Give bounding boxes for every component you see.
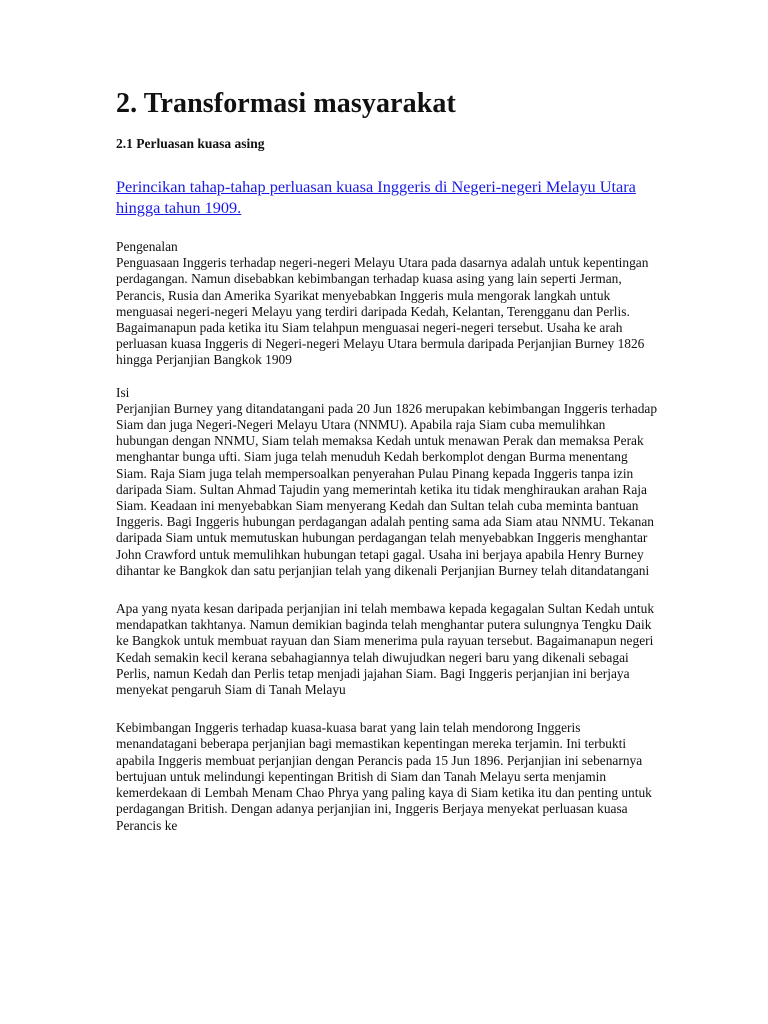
- section-subtitle: 2.1 Perluasan kuasa asing: [116, 136, 265, 151]
- document-page: [116, 84, 661, 834]
- spacer: [116, 369, 661, 385]
- page-title: 2. Transformasi masyarakat: [116, 88, 456, 119]
- spacer: [116, 698, 661, 720]
- body-paragraph-3: Kebimbangan Inggeris terhadap kuasa-kuasa barat yang lain telah mendorong Inggeris menandatagani beberapa perjanjian bagi memastikan kepentingan mereka terjamin. Ini terbukti apabila Inggeris membuat perjanjian dengan Perancis pada 15 Jun 1896. Perjanjian ini sebenarnya bertujuan untuk melindungi kepentingan British di Siam dan Tanah Melayu serta menjamin kemerdekaan di Lembah Menam Chao Phrya yang paling kaya di Siam ketika itu dan penting untuk perdagangan British. Dengan adanya perjanjian ini, Inggeris Berjaya menyekat perluasan kuasa Perancis ke: [116, 720, 652, 833]
- topic-link-heading[interactable]: Perincikan tahap-tahap perluasan kuasa Inggeris di Negeri-negeri Melayu Utara hingga tahun 1909.: [116, 177, 636, 217]
- spacer: [116, 579, 661, 601]
- body-paragraph-2: Apa yang nyata kesan daripada perjanjian ini telah membawa kepada kegagalan Sultan Kedah untuk mendapatkan takhtanya. Namun demikian baginda telah menghantar putera sulungnya Tengku Daik ke Bangkok untuk membuat rayuan dan Siam menerima pula rayuan tersebut. Bagaimanapun negeri Kedah semakin kecil kerana sebahagiannya telah diwujudkan negeri baru yang dikenali sebagai Perlis, namun Kedah dan Perlis tetap menjadi jajahan Siam. Bagi Inggeris perjanjian ini berjaya menyekat pengaruh Siam di Tanah Melayu: [116, 601, 655, 698]
- body-paragraph-1: Perjanjian Burney yang ditandatangani pada 20 Jun 1826 merupakan kebimbangan Inggeris terhadap Siam dan juga Negeri-Negeri Melayu Utara (NNMU). Apabila raja Siam cuba memulihkan hubungan dengan NNMU, Siam telah memaksa Kedah untuk menawan Perak dan memaksa Perak menghantar bunga ufti. Siam juga telah menuduh Kedah berkomplot dengan Burma menentang Siam. Raja Siam juga telah mempersoalkan penyerahan Pulau Pinang kepada Inggeris tanpa izin daripada Siam. Sultan Ahmad Tajudin yang memerintah ketika itu tidak menghiraukan arahan Raja Siam. Keadaan ini menyebabkan Siam menyerang Kedah dan Sultan telah cuba meminta bantuan Inggeris. Bagi Inggeris hubungan perdagangan adalah penting sama ada Siam atau NNMU. Tekanan daripada Siam untuk memutuskan hubungan perdagangan telah menyebabkan Inggeris menghantar John Crawford untuk memulihkan hubungan tetapi gagal. Usaha ini berjaya apabila Henry Burney dihantar ke Bangkok dan satu perjanjian telah yang dikenali Perjanjian Burney telah ditandatangani: [116, 400, 658, 578]
- intro-label: Pengenalan: [116, 239, 178, 254]
- body-label: Isi: [116, 384, 130, 400]
- intro-paragraph: Penguasaan Inggeris terhadap negeri-negeri Melayu Utara pada dasarnya adalah untuk kepentingan perdagangan. Namun disebabkan kebimbangan terhadap kuasa asing yang lain seperti Jerman, Perancis, Rusia dan Amerika Syarikat menyebabkan Inggeris mula mengorak langkah untuk menguasai negeri-negeri Melayu yang terdiri daripada Kedah, Kelantan, Terengganu dan Perlis. Bagaimanapun pada ketika itu Siam telahpun menguasai negeri-negeri tersebut. Usaha ke arah perluasan kuasa Inggeris di Negeri-negeri Melayu Utara bermula daripada Perjanjian Burney 1826 hingga Perjanjian Bangkok 1909: [116, 255, 649, 368]
